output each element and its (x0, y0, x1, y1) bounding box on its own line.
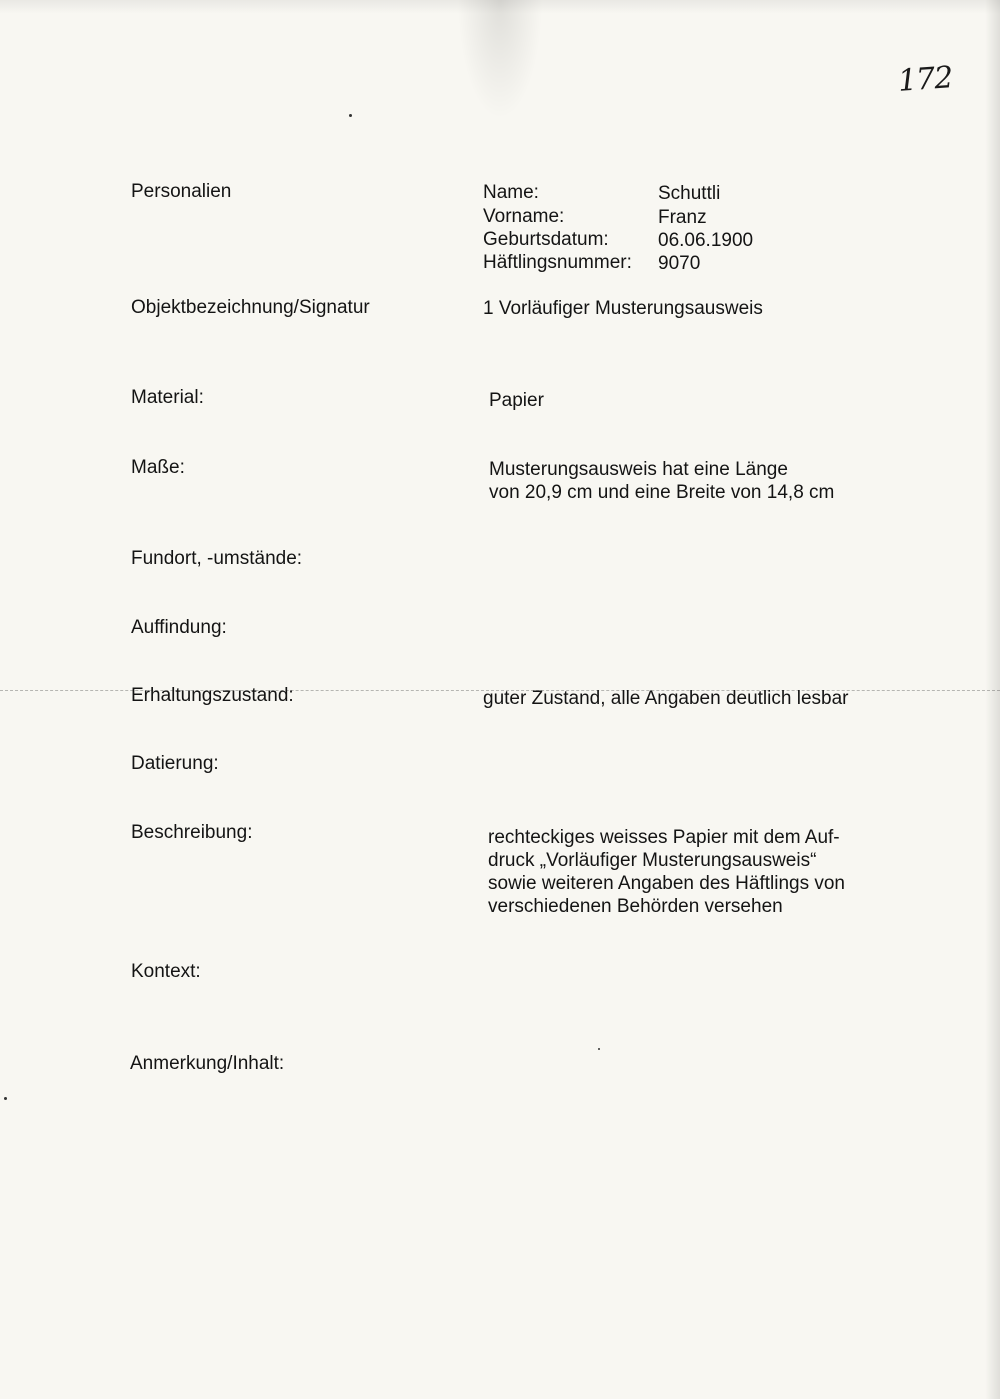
scan-speck (4, 1097, 7, 1100)
masse-line-2: von 20,9 cm und eine Breite von 14,8 cm (489, 482, 835, 503)
geburtsdatum-key: Geburtsdatum: (483, 229, 609, 250)
beschreibung-value (488, 826, 845, 918)
datierung-label: Datierung: (131, 753, 219, 774)
geburtsdatum-value: 06.06.1900 (658, 230, 754, 251)
haeftlingsnummer-value: 9070 (658, 253, 701, 274)
anmerkung-label: Anmerkung/Inhalt: (130, 1053, 285, 1074)
erhaltung-label: Erhaltungszustand: (131, 685, 294, 706)
fundort-label: Fundort, -umstände: (131, 548, 303, 569)
haeftlingsnummer-key: Häftlingsnummer: (483, 252, 632, 273)
beschreibung-label: Beschreibung: (131, 822, 253, 843)
masse-value (489, 458, 834, 504)
vorname-key: Vorname: (483, 206, 565, 227)
beschreibung-line-2: druck „Vorläufiger Musterungsausweis“ (488, 850, 817, 871)
beschreibung-line-3: sowie weiteren Angaben des Häftlings von (488, 873, 846, 894)
name-key: Name: (483, 182, 539, 203)
vorname-value: Franz (658, 207, 707, 228)
erhaltung-value: guter Zustand, alle Angaben deutlich lesbar (483, 688, 849, 709)
masse-label: Maße: (131, 457, 185, 478)
personalien-label: Personalien (131, 181, 232, 202)
material-value: Papier (489, 390, 544, 411)
scan-speck (349, 114, 352, 117)
auffindung-label: Auffindung: (131, 617, 227, 638)
beschreibung-line-4: verschiedenen Behörden versehen (488, 896, 783, 917)
objekt-value: 1 Vorläufiger Musterungsausweis (483, 298, 763, 319)
kontext-label: Kontext: (131, 961, 201, 982)
masse-line-1: Musterungsausweis hat eine Länge (489, 459, 788, 480)
name-value: Schuttli (658, 183, 721, 204)
beschreibung-line-1: rechteckiges weisses Papier mit dem Auf- (488, 827, 840, 848)
material-label: Material: (131, 387, 204, 408)
scan-speck (598, 1048, 600, 1050)
handwritten-page-number: 172 (896, 60, 954, 99)
objekt-label: Objektbezeichnung/Signatur (131, 297, 370, 318)
